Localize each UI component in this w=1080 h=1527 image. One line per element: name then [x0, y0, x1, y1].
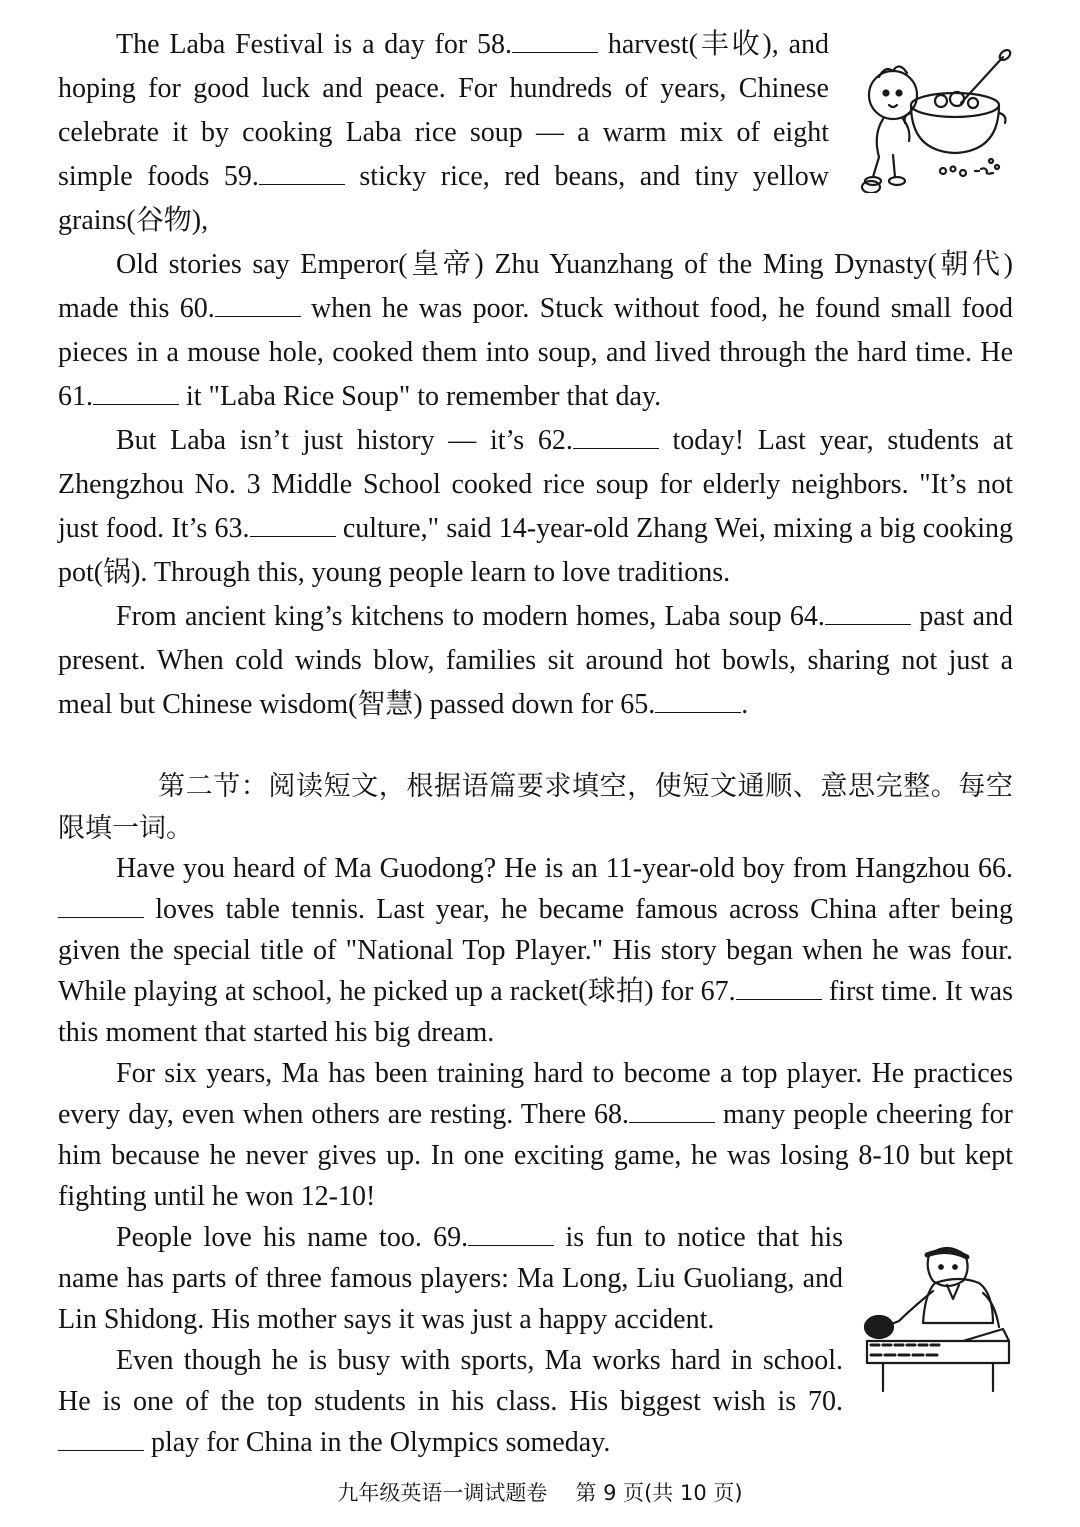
laba-paragraph-4: From ancient king’s kitchens to modern homes, Laba soup 64. past and present. When cold winds blow, families sit around hot bowls, sharing not just a meal but Chinese wisdom(智慧) passed down for 65. . [58, 601, 1013, 720]
blank-68[interactable] [629, 1100, 715, 1123]
ma-paragraph-4: Even though he is busy with sports, Ma works hard in school. He is one of the top students in his class. His biggest wish is 70. play for China in the Olympics someday. [58, 1345, 843, 1458]
boy-playing-table-tennis-illustration [863, 1235, 1013, 1395]
blank-66[interactable] [58, 895, 144, 918]
blank-69[interactable] [468, 1223, 554, 1246]
blank-62[interactable] [573, 426, 659, 449]
blank-61[interactable] [93, 382, 179, 405]
soup-pot-icon [853, 43, 1013, 193]
passage-ma-guodong [58, 848, 1013, 1463]
page-number: 第 9 页(共 10 页) [575, 1481, 743, 1505]
ma-paragraph-2: For six years, Ma has been training hard to become a top player. He practices every day, even when others are resting. There 68. many people cheering for him because he never gives up. In one exciting game, he was losing 8-10 but kept fighting until he won 12-10! [58, 1058, 1013, 1212]
boy-with-soup-pot-illustration [853, 43, 1013, 193]
blank-60[interactable] [215, 294, 301, 317]
blank-63[interactable] [250, 514, 336, 537]
blank-67[interactable] [736, 977, 822, 1000]
laba-paragraph-1: The Laba Festival is a day for 58. harvest(丰收), and hoping for good luck and peace. For hundreds of years, Chinese celebrate it by cooking Laba rice soup — a warm mix of eight simple foods 59. sticky rice, red beans, and tiny yellow grains(谷物), [58, 29, 829, 236]
laba-paragraph-2: Old stories say Emperor(皇帝) Zhu Yuanzhang of the Ming Dynasty(朝代) made this 60. when he was poor. Stuck without food, he found small food pieces in a mouse hole, cooked them into soup, and lived through the hard time. He 61. it "Laba Rice Soup" to remember that day. [58, 249, 1013, 412]
exam-name: 九年级英语一调试题卷 [337, 1481, 548, 1505]
section-2-instructions: 第二节：阅读短文，根据语篇要求填空，使短文通顺、意思完整。每空限填一词。 [58, 771, 1013, 844]
ma-paragraph-3: People love his name too. 69. is fun to notice that his name has parts of three famous players: Ma Long, Liu Guoliang, and Lin Shidong. His mother says it was just a happy accident. [58, 1222, 843, 1335]
blank-58[interactable] [512, 30, 598, 53]
blank-64[interactable] [825, 602, 911, 625]
page-footer [0, 1478, 1080, 1508]
blank-65[interactable] [655, 690, 741, 713]
laba-paragraph-3: But Laba isn’t just history — it’s 62. today! Last year, students at Zhengzhou No. 3 Middle School cooked rice soup for elderly neighbors. "It’s not just food. It’s 63. culture," said 14-year-old Zhang Wei, mixing a big cooking pot(锅). Through this, young people learn to love traditions. [58, 425, 1013, 588]
ma-paragraph-1: Have you heard of Ma Guodong? He is an 11-year-old boy from Hangzhou 66. loves table tennis. Last year, he became famous across China after being given the special title of "National Top Player." His story began when he was four. While playing at school, he picked up a racket(球拍) for 67. first time. It was this moment that started his big dream. [58, 853, 1013, 1048]
passage-laba [58, 23, 1013, 727]
blank-59[interactable] [259, 162, 345, 185]
blank-70[interactable] [58, 1428, 144, 1451]
table-tennis-icon [863, 1235, 1013, 1395]
